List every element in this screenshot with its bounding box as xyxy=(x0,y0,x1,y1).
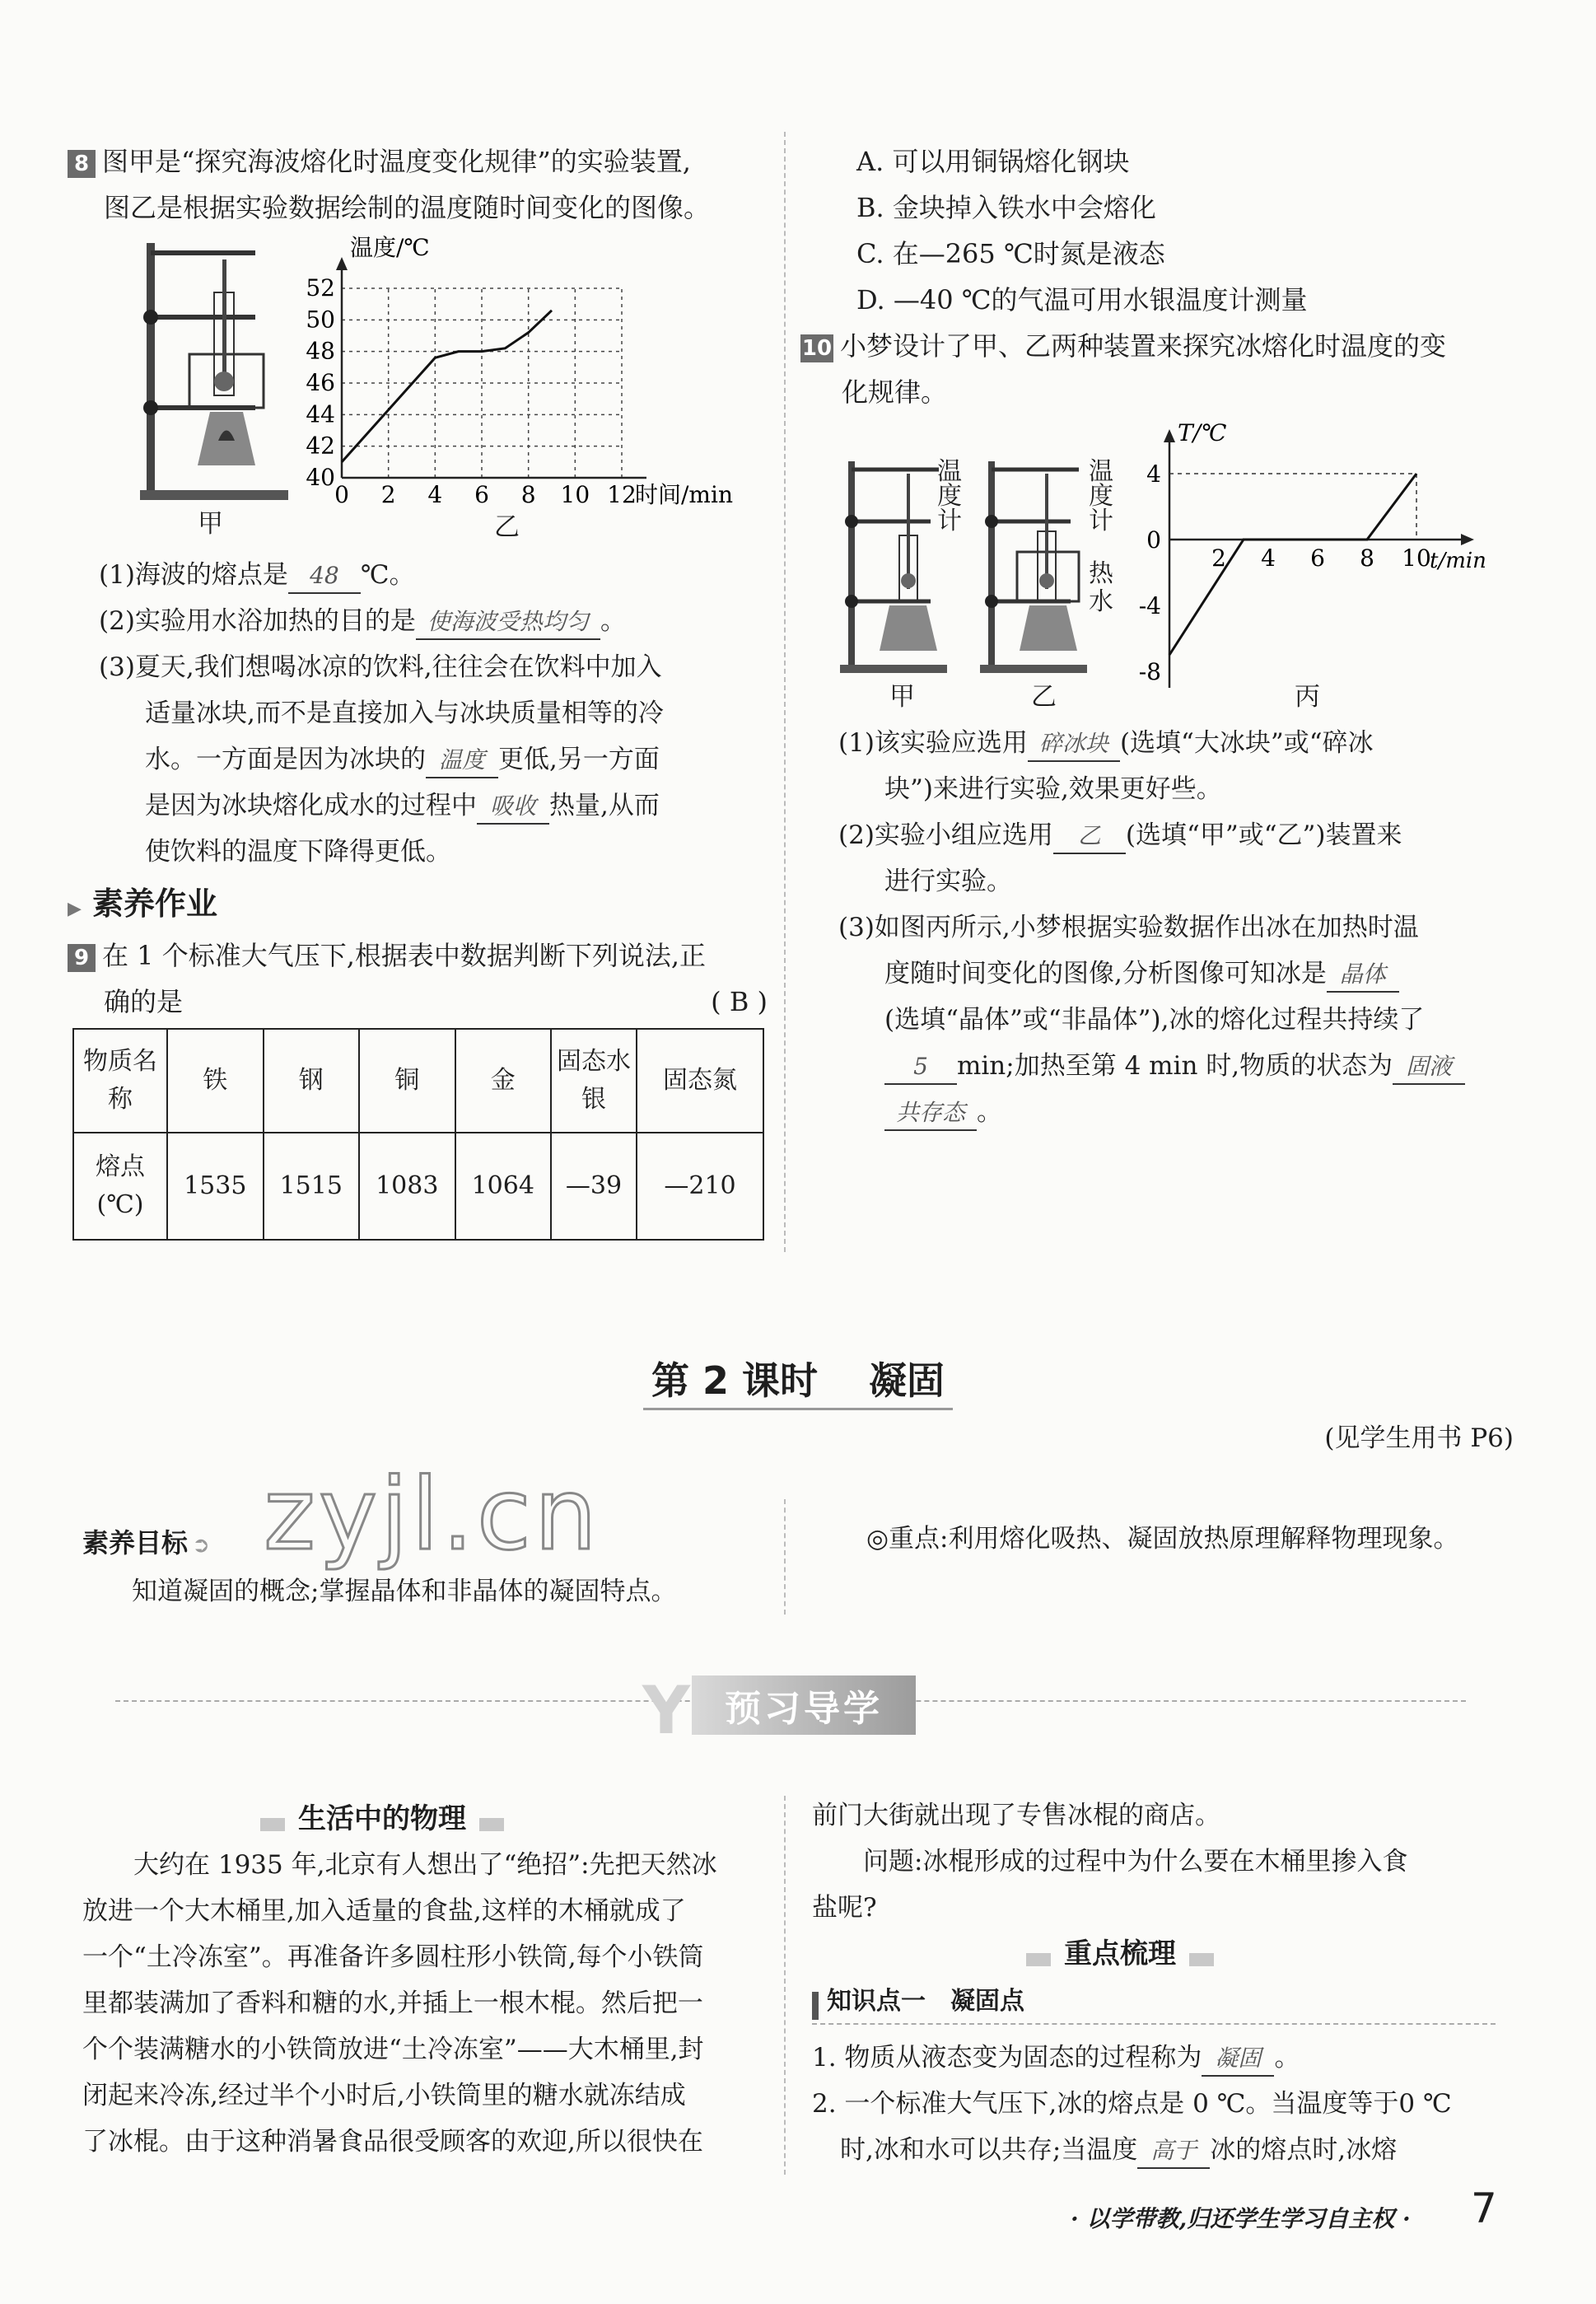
table-header-cell: 金 xyxy=(455,1029,552,1133)
student-book-reference: (见学生用书 P6) xyxy=(1324,1423,1514,1453)
x-tick-label: 0 xyxy=(334,481,349,508)
q10-number: 10 xyxy=(801,335,833,361)
y-axis-label: T/℃ xyxy=(1178,419,1227,446)
arrow-icon: ▶ xyxy=(68,899,82,919)
data-line xyxy=(1169,474,1416,655)
column-divider-top xyxy=(784,132,786,1252)
q9-number: 9 xyxy=(68,944,96,972)
q10-part2 xyxy=(838,812,1563,904)
table-header-cell: 钢 xyxy=(264,1029,360,1133)
goal-text: 知道凝固的概念;掌握晶体和非晶体的凝固特点。 xyxy=(132,1577,677,1606)
q9-option-c: C. 在—265 ℃时氮是液态 xyxy=(856,238,1165,269)
q8-part3 xyxy=(99,644,782,875)
table-header-cell: 固态氮 xyxy=(637,1029,763,1133)
passage-line: 大约在 1935 年,北京有人想出了“绝招”:先把天然冰 xyxy=(133,1850,717,1880)
q9-options xyxy=(856,138,1565,323)
q8-part2-text: (2)实验用水浴加热的目的是 xyxy=(99,606,416,636)
q9-option-b: B. 金块掉入铁水中会熔化 xyxy=(856,192,1156,223)
table-header-cell: 铁 xyxy=(167,1029,264,1133)
y-tick-label: 48 xyxy=(306,337,335,365)
decor-bar-icon xyxy=(1189,1953,1214,1966)
passage-line: 放进一个大木桶里,加入适量的食盐,这样的木桶就成了 xyxy=(82,1896,686,1926)
banner-y-icon: Y xyxy=(642,1672,690,1749)
passage-line: 了冰棍。由于这种消暑食品很受顾客的欢迎,所以很快在 xyxy=(82,2127,703,2157)
x-tick-label: 8 xyxy=(1360,544,1374,572)
x-tick-label: 12 xyxy=(607,481,637,508)
q8-part1-text: (1)海波的熔点是 xyxy=(99,560,288,590)
q10-stem-line2: 化规律。 xyxy=(842,376,948,408)
q10-part3-line2-pre: 度随时间变化的图像,分析图像可知冰是 xyxy=(884,959,1327,988)
passage-line: 里都装满加了香料和糖的水,并插上一根木棍。然后把一 xyxy=(82,1989,703,2018)
review-heading xyxy=(1013,1931,1227,1971)
review-title: 重点梳理 xyxy=(1064,1937,1176,1970)
passage-question-line1: 问题:冰棍形成的过程中为什么要在木桶里掺入食 xyxy=(863,1847,1408,1876)
kp-marker-icon xyxy=(812,1992,819,2020)
q9-stem-line1: 在 1 个标准大气压下,根据表中数据判断下列说法,正 xyxy=(102,940,707,971)
x-tick-label: 6 xyxy=(474,481,489,508)
q10-part3-line4-mid: min;加热至第 4 min 时,物质的状态为 xyxy=(957,1051,1393,1081)
q8-part2-answer: 使海波受热均匀 xyxy=(416,605,600,640)
review-item2-line2-pre: 时,冰和水可以共存;当温度 xyxy=(840,2135,1138,2165)
q8-part3-line1: (3)夏天,我们想喝冰凉的饮料,往往会在饮料中加入 xyxy=(99,652,662,682)
life-physics-heading xyxy=(247,1796,517,1836)
q8-part1 xyxy=(99,552,774,598)
x-tick-label: 2 xyxy=(1211,544,1226,572)
y-tick-label: 52 xyxy=(306,274,335,301)
q10-apparatus-figure xyxy=(832,457,1104,680)
review-item2-line2-post: 冰的熔点时,冰熔 xyxy=(1210,2135,1398,2165)
passage-line: 个个装满糖水的小铁筒放进“土冷冻室”——大木桶里,封 xyxy=(82,2035,704,2064)
q8-part3-answer2: 吸收 xyxy=(477,790,549,825)
q10-part3-end: 。 xyxy=(977,1097,1003,1127)
y-axis-arrow-icon xyxy=(1164,429,1175,442)
q8-part2-end: 。 xyxy=(600,606,626,636)
review-item2-answer: 高于 xyxy=(1137,2134,1210,2169)
q8-part3-line5: 使饮料的温度下降得更低。 xyxy=(145,837,451,867)
q10-part3-line3: (选填“晶体”或“非晶体”),冰的熔化过程共持续了 xyxy=(884,1005,1425,1035)
q8-part3-line2: 适量冰块,而不是直接加入与冰块质量相等的冷 xyxy=(145,699,664,728)
decor-bar-icon xyxy=(1026,1953,1051,1966)
knowledge-point-header xyxy=(812,1980,1496,2025)
y-tick-label: 46 xyxy=(306,369,335,396)
y-axis-arrow-icon xyxy=(336,257,348,270)
q8-part3-line4-pre: 是因为冰块熔化成水的过程中 xyxy=(145,791,477,820)
column-divider-bottom xyxy=(784,1796,786,2175)
lesson-title: 第 2 课时 凝固 xyxy=(643,1358,953,1410)
review-item1-answer: 凝固 xyxy=(1202,2042,1274,2077)
passage-continued-line: 前门大街就出现了专售冰棍的商店。 xyxy=(812,1801,1220,1830)
passage-line: 闭起来冷冻,经过半个小时后,小铁筒里的糖水就冻结成 xyxy=(82,2081,686,2110)
table-cell: —39 xyxy=(551,1133,637,1240)
life-physics-passage xyxy=(82,1842,774,2165)
q10-part2-line2: 进行实验。 xyxy=(884,867,1012,896)
y-tick-label: 4 xyxy=(1146,460,1161,488)
review-item1-end: 。 xyxy=(1274,2043,1300,2073)
table-row xyxy=(73,1133,763,1240)
review-items xyxy=(812,2035,1553,2173)
q8-figure-label-yi: 乙 xyxy=(494,512,520,542)
q8-part3-line4-post: 热量,从而 xyxy=(549,791,660,820)
q8-part3-answer1: 温度 xyxy=(426,744,498,778)
q8-stem xyxy=(68,138,776,231)
table-row-label: 熔点(℃) xyxy=(73,1133,167,1240)
q9-answer: ( B ) xyxy=(711,986,768,1017)
review-item2-line1: 2. 一个标准大气压下,冰的熔点是 0 ℃。当温度等于0 ℃ xyxy=(812,2089,1452,2119)
y-tick-label: -8 xyxy=(1138,658,1161,685)
q10-figure-label-yi: 乙 xyxy=(1031,682,1057,712)
q10-figure-label-jia: 甲 xyxy=(889,682,915,712)
goal-heading xyxy=(82,1522,210,1560)
table-header-cell: 固态水银 xyxy=(551,1029,637,1133)
table-header-row xyxy=(73,1029,763,1133)
page-number: 7 xyxy=(1471,2185,1497,2232)
q10-part3-answer3: 固液 xyxy=(1393,1050,1465,1085)
q10-part1 xyxy=(838,720,1563,812)
life-physics-continued xyxy=(812,1792,1537,1931)
x-tick-label: 8 xyxy=(520,481,536,508)
q8-part3-line3-post: 更低,另一方面 xyxy=(498,745,660,774)
table-header-cell: 物质名称 xyxy=(73,1029,167,1133)
q10-part1-line2: 块”)来进行实验,效果更好些。 xyxy=(884,774,1222,804)
y-tick-label: 50 xyxy=(306,306,335,334)
q10-part2-pre: (2)实验小组应选用 xyxy=(838,820,1053,850)
q9-option-a: A. 可以用铜锅熔化钢块 xyxy=(856,146,1130,177)
q8-part2 xyxy=(99,598,774,644)
decor-bar-icon xyxy=(479,1818,504,1831)
q8-part1-answer: 48 xyxy=(288,559,361,594)
y-tick-label: 40 xyxy=(306,464,335,491)
table-header-cell: 铜 xyxy=(359,1029,455,1133)
melting-point-table xyxy=(72,1028,764,1241)
column-divider-goal xyxy=(784,1499,786,1615)
table-cell: —210 xyxy=(637,1133,763,1240)
q9-stem xyxy=(68,932,776,1025)
q10-part3 xyxy=(838,904,1563,1135)
q8-stem-line1: 图甲是“探究海波熔化时温度变化规律”的实验装置, xyxy=(102,146,691,177)
q8-part1-unit: ℃。 xyxy=(360,560,415,590)
homework-section-heading xyxy=(68,878,217,923)
q10-part3-answer2: 5 xyxy=(884,1050,957,1085)
q9-stem-line2: 确的是 xyxy=(104,986,184,1017)
table-cell: 1064 xyxy=(455,1133,552,1240)
y-tick-label: 42 xyxy=(306,432,335,460)
y-tick-label: 44 xyxy=(306,400,335,428)
q10-hot-water-label: 热水 xyxy=(1089,559,1113,616)
q10-stem xyxy=(800,323,1542,415)
x-tick-label: 10 xyxy=(560,481,590,508)
x-axis-label: t/min xyxy=(1430,549,1486,573)
goal-label: 素养目标 xyxy=(82,1527,189,1559)
q8-part3-line3 xyxy=(99,736,782,783)
q10-part1-post: (选填“大冰块”或“碎冰 xyxy=(1119,728,1374,758)
y-tick-label: 0 xyxy=(1146,526,1161,554)
chevron-right-icon: ➲ xyxy=(192,1533,210,1558)
q10-part1-pre: (1)该实验应选用 xyxy=(838,728,1028,758)
passage-question-line2: 盐呢? xyxy=(812,1893,877,1923)
y-axis-label: 温度/℃ xyxy=(350,234,430,261)
key-point-text: ◎重点:利用熔化吸热、凝固放热原理解释物理现象。 xyxy=(866,1524,1459,1554)
lesson-title-wrap xyxy=(0,1351,1596,1405)
q8-figure-label-jia: 甲 xyxy=(198,509,223,539)
table-cell: 1515 xyxy=(264,1133,360,1240)
q10-stem-line1: 小梦设计了甲、乙两种装置来探究冰熔化时温度的变 xyxy=(840,330,1447,362)
q10-thermometer-label-yi: 温度计 xyxy=(1089,457,1113,535)
q8-part3-line3-pre: 水。一方面是因为冰块的 xyxy=(145,745,426,774)
q10-part2-post: (选填“甲”或“乙”)装置来 xyxy=(1125,820,1402,850)
x-tick-label: 4 xyxy=(1261,544,1276,572)
x-axis-arrow-icon xyxy=(1461,534,1474,545)
x-tick-label: 6 xyxy=(1310,544,1325,572)
preview-banner: 预习导学 xyxy=(692,1675,916,1735)
data-line xyxy=(342,311,552,462)
homework-section-title: 素养作业 xyxy=(92,886,218,922)
decor-bar-icon xyxy=(260,1818,285,1831)
q8-number: 8 xyxy=(68,150,96,178)
q10-temperature-chart xyxy=(1120,416,1507,688)
q10-figure-label-bing: 丙 xyxy=(1295,682,1320,712)
q10-thermometer-label-jia: 温度计 xyxy=(937,457,962,535)
q8-stem-line2: 图乙是根据实验数据绘制的温度随时间变化的图像。 xyxy=(104,192,711,223)
q10-part3-answer3-cont: 共存态 xyxy=(884,1096,977,1131)
passage-line: 一个“土冷冻室”。再准备许多圆柱形小铁筒,每个小铁筒 xyxy=(82,1942,704,1972)
q10-part1-answer: 碎冰块 xyxy=(1028,727,1120,762)
y-tick-label: -4 xyxy=(1138,592,1161,619)
x-tick-label: 2 xyxy=(380,481,396,508)
x-tick-label: 4 xyxy=(427,481,443,508)
q10-part3-answer1: 晶体 xyxy=(1327,958,1399,993)
life-physics-title: 生活中的物理 xyxy=(298,1802,466,1835)
q8-apparatus-figure xyxy=(132,235,296,507)
q8-part3-line4 xyxy=(99,783,782,829)
footer-slogan: · 以学带教,归还学生学习自主权 · xyxy=(1071,2205,1411,2232)
table-cell: 1535 xyxy=(167,1133,264,1240)
q9-option-d: D. —40 ℃的气温可用水银温度计测量 xyxy=(856,284,1308,315)
q10-part2-answer: 乙 xyxy=(1053,820,1126,854)
review-item1-pre: 1. 物质从液态变为固态的过程称为 xyxy=(812,2043,1202,2073)
q8-temperature-chart xyxy=(292,231,745,511)
table-cell: 1083 xyxy=(359,1133,455,1240)
x-tick-label: 10 xyxy=(1402,544,1431,572)
x-axis-label: 时间/min xyxy=(635,481,733,508)
knowledge-point-label: 知识点一 凝固点 xyxy=(827,1987,1024,2016)
watermark: zyjl.cn xyxy=(264,1458,600,1573)
q10-part3-line1: (3)如图丙所示,小梦根据实验数据作出冰在加热时温 xyxy=(838,913,1419,942)
